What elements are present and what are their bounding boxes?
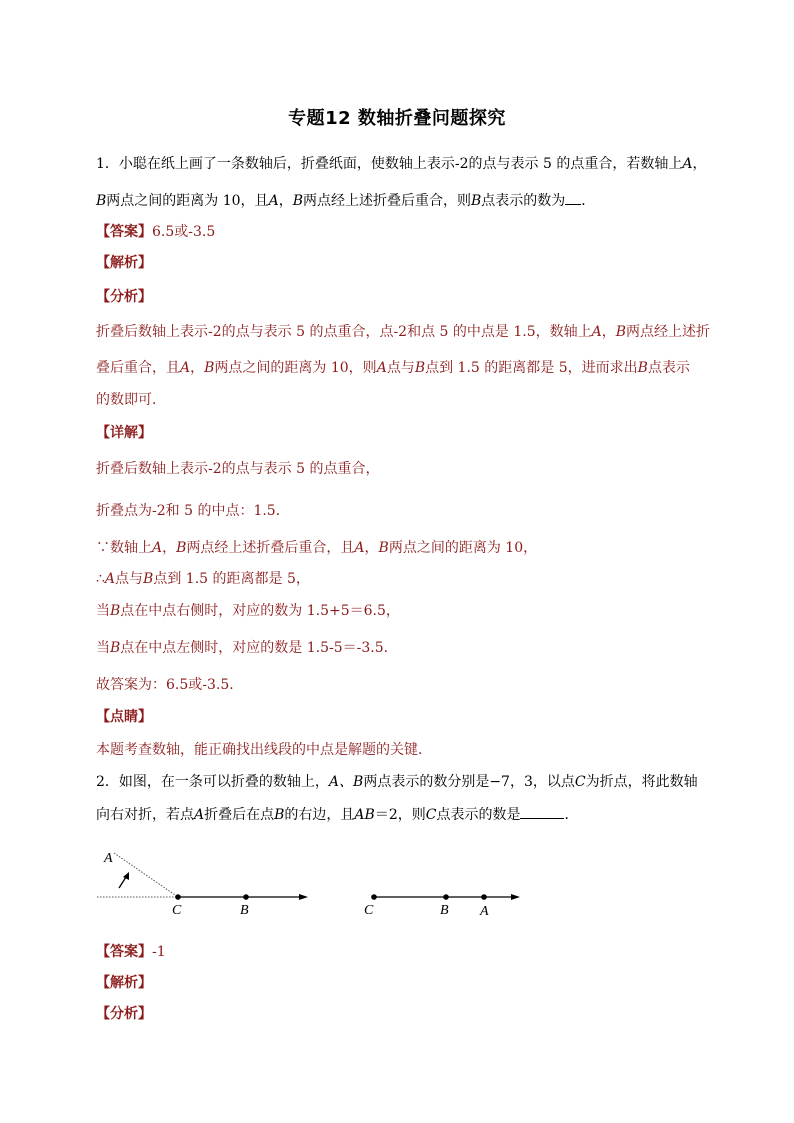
q1-detail-line3: ∵数轴上A，B两点经上述折叠后重合，且A，B两点之间的距离为 10， [96,540,538,556]
q2-fenxi-label: 【分析】 [96,1006,152,1022]
right-label-A: A [480,904,489,919]
q1-fenxi-label: 【分析】 [96,289,152,305]
q2-figure [0,835,794,925]
left-axis-arrow-icon [299,894,308,900]
q1-stem-line2: B两点之间的距离为 10，且A，B两点经上述折叠后重合，则B点表示的数为 ． [96,190,595,211]
right-point-C [371,894,377,900]
q1-comment: 本题考查数轴，能正确找出线段的中点是解题的关键． [96,742,432,758]
q1-answer: 【答案】6.5或-3.5 [96,224,216,240]
q2-answer: 【答案】-1 [96,944,166,960]
right-point-B [443,894,449,900]
right-label-C: C [364,903,374,918]
fold-direction-arrow-icon [123,872,129,880]
left-label-A: A [104,851,113,866]
answer-blank [520,804,564,819]
q1-detail-line7: 故答案为：6.5或-3.5． [96,677,244,693]
dotted-fold-line [114,853,178,897]
q1-detail-line1: 折叠后数轴上表示-2的点与表示 5 的点重合， [96,461,380,477]
right-point-A [481,894,487,900]
q1-comment-label: 【点睛】 [96,709,152,725]
left-point-C [175,894,181,900]
right-axis-arrow-icon [511,894,520,900]
left-label-B: B [240,903,249,918]
q1-analysis-line3: 的数即可． [96,392,166,408]
q2-analysis-label: 【解析】 [96,975,152,991]
q1-detail-line2: 折叠点为-2和 5 的中点：1.5． [96,503,290,519]
left-point-B [243,894,249,900]
q1-detail-line6: 当B点在中点左侧时，对应的数是 1.5-5＝-3.5． [96,640,398,656]
q1-detail-line5: 当B点在中点右侧时，对应的数为 1.5+5＝6.5， [96,603,400,619]
page-title: 专题12 数轴折叠问题探究 [288,108,506,129]
q1-analysis-line2: 叠后重合，且A，B两点之间的距离为 10，则A点与B点到 1.5 的距离都是 5，进而求出B点表示 [96,360,690,376]
q1-detail-label: 【详解】 [96,425,152,441]
q1-analysis-line1: 折叠后数轴上表示-2的点与表示 5 的点重合，点-2和点 5 的中点是 1.5，数轴上A，B两点经上述折 [96,324,711,340]
right-label-B: B [440,903,449,918]
q1-detail-line4: ∴A点与B点到 1.5 的距离都是 5， [96,571,310,587]
q1-analysis-label: 【解析】 [96,255,152,271]
fold-direction-arrow-line [119,877,126,888]
q1-stem-line1: 1．小聪在纸上画了一条数轴后，折叠纸面，使数轴上表示-2的点与表示 5 的点重合，若数轴上A， [96,156,707,172]
q2-stem-line1: 2．如图，在一条可以折叠的数轴上，A、B两点表示的数分别是−7，3，以点C为折点，将此数轴 [96,774,698,790]
answer-blank [565,190,581,205]
left-label-C: C [172,903,182,918]
q2-stem-line2: 向右对折，若点A折叠后在点B的右边，且AB＝2，则C点表示的数是 ． [96,804,578,825]
